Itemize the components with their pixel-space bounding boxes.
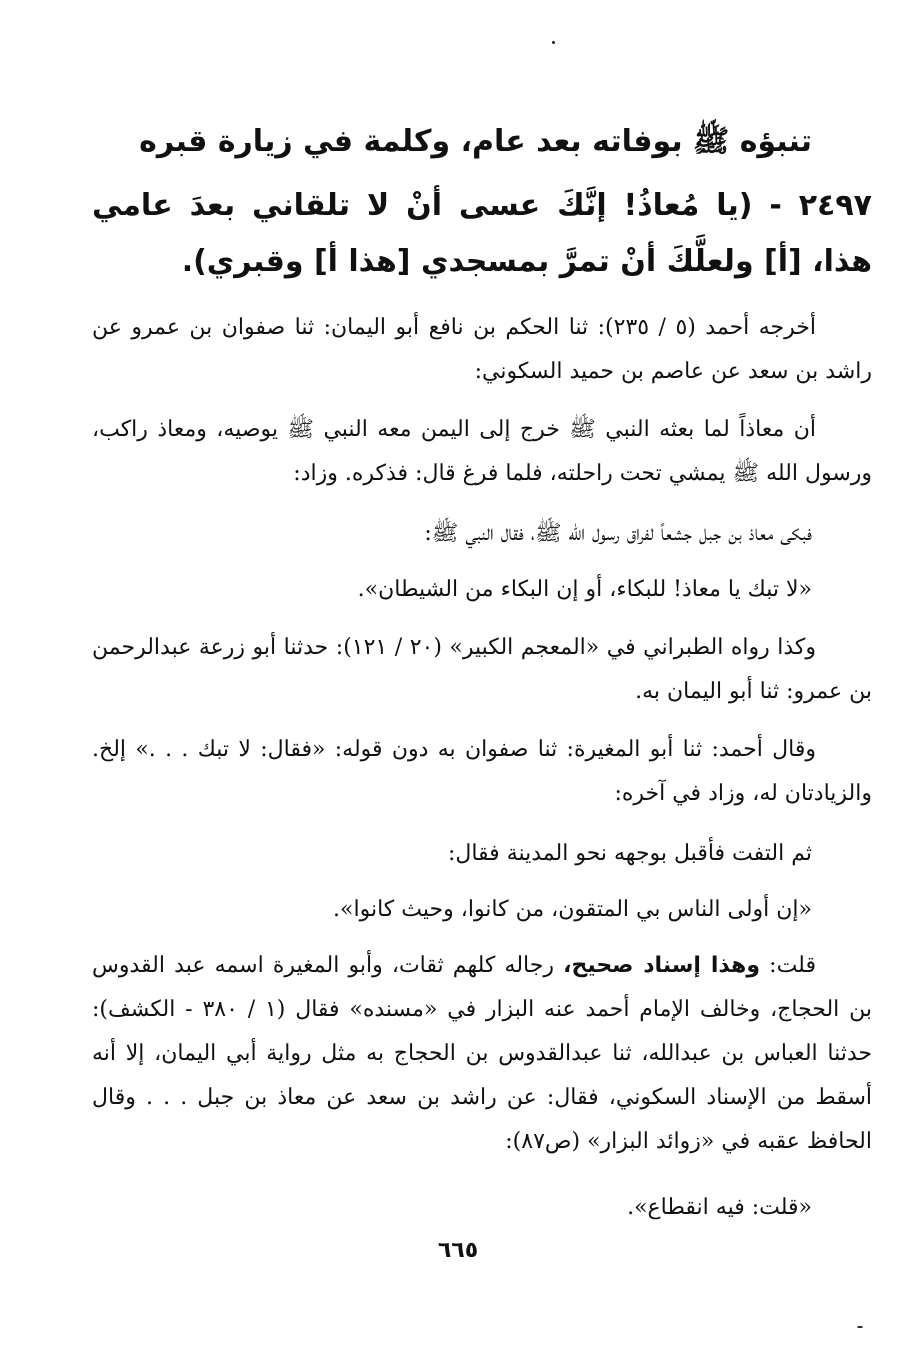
quote-turned: ثم التفت فأقبل بوجهه نحو المدينة فقال: [447, 841, 812, 866]
verdict-intro: قلت: [769, 953, 816, 978]
paragraph-takhrij: أخرجه أحمد (٥ / ٢٣٥): ثنا الحكم بن نافع أبو اليمان: ثنا صفوان بن عمرو عن راشد بن سعد عن عاصم بن حميد السكوني: [92, 315, 872, 384]
hadith-text [92, 178, 872, 290]
quote-inqitaa: «قلت: فيه انقطاع». [627, 1195, 812, 1220]
hadith-body: - (يا مُعاذُ! إنَّكَ عسى أنْ لا تلقاني بعدَ عامي هذا، [أ] ولعلَّكَ أنْ تمرَّ بمسجدي [هذا أ] وقبري). [92, 188, 872, 279]
quote-addition: فبكى معاذ بن جبل جشعاً لفراق رسول الله ﷺ، فقال النبي ﷺ: [424, 521, 812, 546]
paragraph-author-verdict [92, 944, 872, 1164]
paragraph-tabarani: وكذا رواه الطبراني في «المعجم الكبير» (٢٠ / ١٢١): حدثنا أبو زرعة عبدالرحمن بن عمرو: ثنا أبو اليمان به. [92, 635, 872, 704]
section-heading: تنبؤه ﷺ بوفاته بعد عام، وكلمة في زيارة قبره [139, 124, 812, 159]
verdict-bold: وهذا إسناد صحيح، [563, 953, 760, 978]
quote-awla-nas: «إن أولى الناس بي المتقون، من كانوا، وحيث كانوا». [333, 897, 812, 922]
paragraph-narration: أن معاذاً لما بعثه النبي ﷺ خرج إلى اليمن معه النبي ﷺ يوصيه، ومعاذ راكب، ورسول الله ﷺ يمشي تحت راحلته، فلما فرغ قال: فذكره. وزاد: [92, 417, 872, 486]
page-number: ٦٦٥ [437, 1238, 479, 1263]
scan-speck [857, 1326, 863, 1328]
scan-speck [552, 41, 555, 44]
quote-prophet-saying: «لا تبك يا معاذ! للبكاء، أو إن البكاء من الشيطان». [357, 577, 812, 602]
hadith-number: ٢٤٩٧ [798, 188, 872, 223]
paragraph-ahmad: وقال أحمد: ثنا أبو المغيرة: ثنا صفوان به دون قوله: «فقال: لا تبك . . .» إلخ. والزيادتان له، وزاد في آخره: [92, 737, 872, 806]
verdict-rest: رجاله كلهم ثقات، وأبو المغيرة اسمه عبد القدوس بن الحجاج، وخالف الإمام أحمد عنه البزار في «مسنده» فقال (١ / ٣٨٠ - الكشف): حدثنا العباس بن عبدالله، ثنا عبدالقدوس بن الحجاج به مثل رواية أبي اليمان، إلا أنه أسقط من الإسناد السكوني، فقال: عن راشد بن سعد عن معاذ بن جبل . . . وقال الحافظ عقبه في «زوائد البزار» (ص٨٧): [92, 953, 872, 1154]
